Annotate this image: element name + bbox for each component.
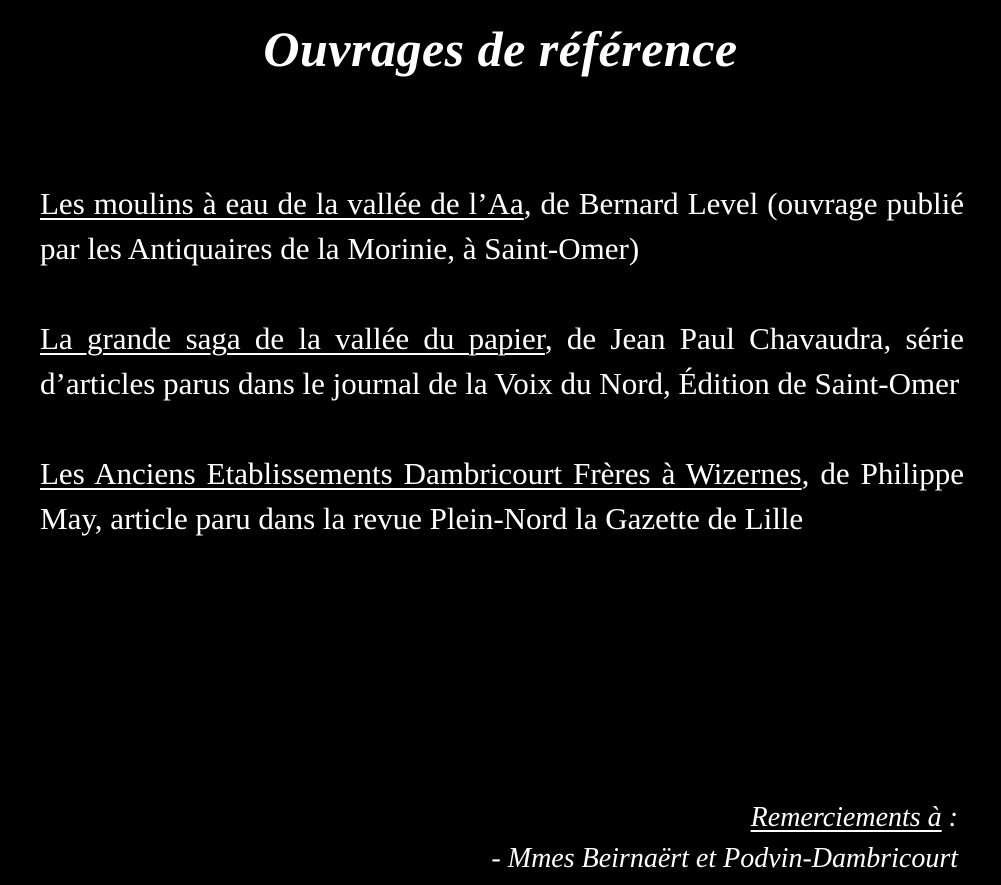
reference-list xyxy=(40,182,964,587)
reference-details: , de Jean Paul Chavaudra, série d’articles parus dans le journal de la Voix du Nord, Édition de Saint-Omer xyxy=(40,321,964,401)
acknowledgements-separator: : xyxy=(941,802,958,833)
reference-details: , de Bernard Level (ouvrage publié par les Antiquaires de la Morinie, à Saint-Omer) xyxy=(40,186,964,266)
reference-item xyxy=(40,452,964,541)
reference-item xyxy=(40,317,964,406)
reference-work-title: La grande saga de la vallée du papier xyxy=(40,321,545,356)
reference-work-title: Les moulins à eau de la vallée de l’Aa xyxy=(40,186,524,221)
reference-item xyxy=(40,182,964,271)
page-title: Ouvrages de référence xyxy=(263,21,738,77)
reference-details: , de Philippe May, article paru dans la revue Plein-Nord la Gazette de Lille xyxy=(40,456,964,536)
acknowledgements xyxy=(258,797,958,879)
acknowledgements-heading-line xyxy=(258,797,958,838)
acknowledgements-heading: Remerciements à xyxy=(750,802,942,833)
reference-work-title: Les Anciens Etablissements Dambricourt Frères à Wizernes xyxy=(40,456,802,491)
acknowledgements-names: - Mmes Beirnaërt et Podvin-Dambricourt xyxy=(491,843,958,874)
